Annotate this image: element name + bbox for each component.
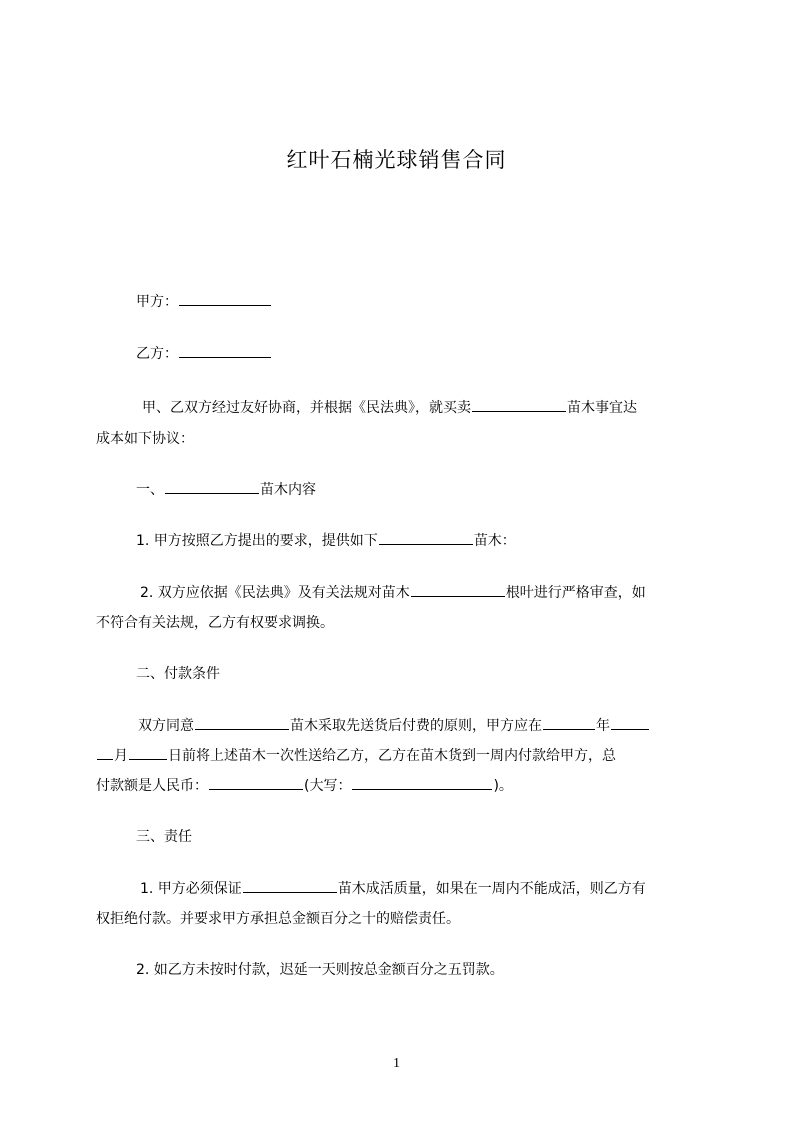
resp-1-text-1: 1. 甲方必须保证 bbox=[140, 881, 242, 897]
section1-suffix: 苗木内容 bbox=[260, 482, 316, 498]
payment-text-5: (大写： bbox=[304, 778, 352, 794]
payment-blank-1 bbox=[195, 714, 289, 730]
payment-blank-year bbox=[543, 714, 595, 730]
party-b-label: 乙方： bbox=[136, 346, 178, 362]
resp-1-line-2 bbox=[96, 907, 706, 931]
item-1-2-text-1: 2. 双方应依据《民法典》及有关法规对苗木 bbox=[140, 585, 410, 601]
resp-1-text-2: 苗木成活质量，如果在一周内不能成活，则乙方有 bbox=[337, 881, 646, 897]
item-1-2-line-1 bbox=[140, 581, 750, 605]
section3-heading: 三、责任 bbox=[136, 829, 192, 845]
payment-line-2 bbox=[96, 744, 706, 768]
payment-blank-amount bbox=[209, 774, 303, 790]
payment-blank-month-a bbox=[611, 714, 649, 730]
party-b-blank bbox=[179, 342, 271, 358]
item-1-2-text-2: 根叶进行严格审查，如 bbox=[505, 585, 646, 601]
item-1-2-blank bbox=[411, 581, 505, 597]
payment-text-2: 苗木采取先送货后付费的原则，甲方应在 bbox=[290, 718, 542, 734]
item-1-2-text-3: 不符合有关法规，乙方有权要求调换。 bbox=[96, 615, 334, 631]
payment-text-1: 双方同意 bbox=[138, 718, 194, 734]
payment-text-month: 月 bbox=[114, 748, 128, 764]
party-a-label: 甲方： bbox=[136, 294, 178, 310]
item-1-1-text-1: 1. 甲方按照乙方提出的要求，提供如下 bbox=[136, 533, 378, 549]
resp-2-line: 2. 如乙方未按时付款，迟延一天则按总金额百分之五罚款。 bbox=[136, 962, 504, 978]
resp-1-text-3: 权拒绝付款。并要求甲方承担总金额百分之十的赔偿责任。 bbox=[96, 911, 460, 927]
party-b-line bbox=[136, 342, 746, 366]
payment-text-6: )。 bbox=[493, 778, 513, 794]
party-a-line bbox=[136, 290, 746, 314]
payment-blank-amount-words bbox=[352, 774, 492, 790]
section1-prefix: 一、 bbox=[136, 482, 164, 498]
resp-1-blank bbox=[243, 877, 337, 893]
intro-text-3: 成本如下协议： bbox=[96, 431, 194, 447]
item-1-1-blank bbox=[379, 529, 473, 545]
intro-blank bbox=[472, 396, 566, 412]
document-title: 红叶石楠光球销售合同 bbox=[286, 148, 507, 172]
payment-blank-month-b bbox=[97, 744, 113, 760]
section2-heading: 二、付款条件 bbox=[136, 666, 220, 682]
payment-line-1 bbox=[138, 714, 748, 738]
item-1-1-text-2: 苗木： bbox=[473, 533, 516, 549]
party-a-blank bbox=[179, 290, 271, 306]
payment-blank-day bbox=[129, 744, 167, 760]
intro-line-1 bbox=[142, 396, 752, 420]
payment-text-year: 年 bbox=[596, 718, 610, 734]
intro-line-2 bbox=[96, 427, 706, 451]
payment-text-3: 日前将上述苗木一次性送给乙方，乙方在苗木货到一周内付款给甲方，总 bbox=[168, 748, 616, 764]
page-number: 1 bbox=[393, 1056, 400, 1071]
intro-text-2: 苗木事宜达 bbox=[567, 400, 637, 416]
item-1-1 bbox=[136, 529, 746, 553]
resp-1-line-1 bbox=[140, 877, 750, 901]
section1-heading bbox=[136, 478, 746, 502]
section1-blank bbox=[165, 478, 259, 494]
intro-text-1: 甲、乙双方经过友好协商，并根据《民法典》，就买卖 bbox=[142, 400, 471, 416]
payment-line-3 bbox=[96, 774, 706, 798]
item-1-2-line-2 bbox=[96, 611, 706, 635]
payment-text-4: 付款额是人民币： bbox=[96, 778, 208, 794]
